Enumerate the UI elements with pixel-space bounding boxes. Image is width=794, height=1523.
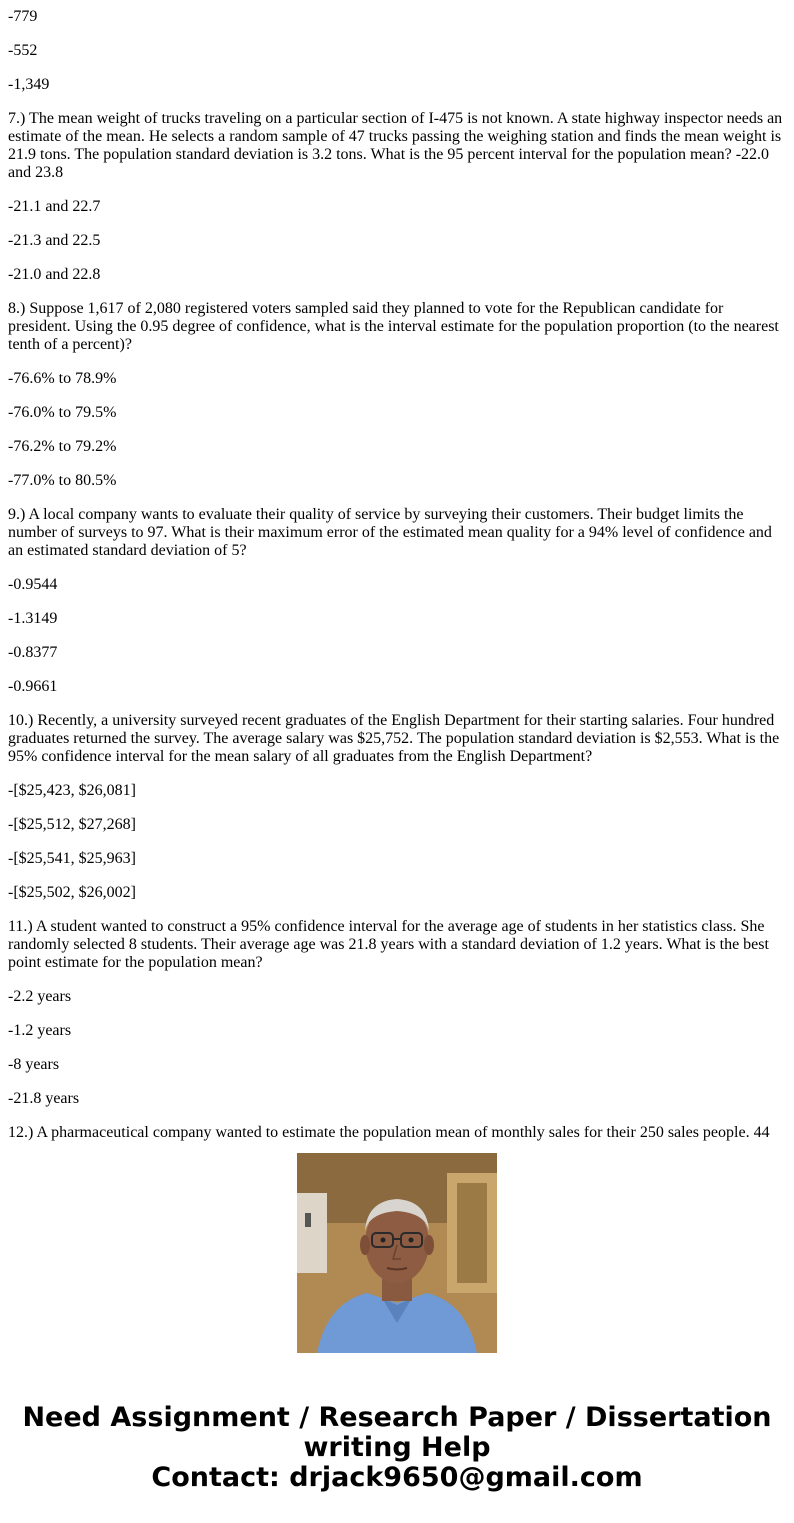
answer-option: -0.9544 bbox=[8, 576, 58, 593]
answer-option: -2.2 years bbox=[8, 988, 72, 1005]
person-photo-icon bbox=[297, 1153, 497, 1353]
question-text: 9.) A local company wants to evaluate their quality of service by surveying their customers. Their budget limits the number of surveys to 97. What is their maximum error of the estimated mean quality for a 94% level of confidence and an estimated standard deviation of 5? bbox=[8, 506, 772, 559]
answer-option: -[$25,512, $27,268] bbox=[8, 816, 136, 833]
answer-option: -21.1 and 22.7 bbox=[8, 198, 101, 215]
answer-option: -1.3149 bbox=[8, 610, 58, 627]
question-text: 7.) The mean weight of trucks traveling on a particular section of I-475 is not known. A state highway inspector needs an estimate of the mean. He selects a random sample of 47 trucks passing the weighing station and finds the mean weight is 21.9 tons. The population standard deviation is 3.2 tons. What is the 95 percent interval for the population mean? -22.0 and 23.8 bbox=[8, 110, 783, 181]
promo-footer bbox=[0, 1123, 794, 1523]
question-text: 12.) A pharmaceutical company wanted to estimate the population mean of monthly sales for their 250 sales people. 44 bbox=[8, 1124, 770, 1141]
answer-option: -1.2 years bbox=[8, 1022, 72, 1039]
answer-option: -[$25,423, $26,081] bbox=[8, 782, 136, 799]
cta-line-1: Need Assignment / Research Paper / Dissertation bbox=[22, 1402, 772, 1433]
answer-option: -1,349 bbox=[8, 76, 50, 93]
answer-option: -552 bbox=[8, 42, 38, 59]
answer-option: -21.8 years bbox=[8, 1090, 80, 1107]
answer-option: -77.0% to 80.5% bbox=[8, 472, 117, 489]
answer-option: -8 years bbox=[8, 1056, 60, 1073]
cta-line-2: writing Help bbox=[303, 1432, 491, 1463]
answer-option: -76.6% to 78.9% bbox=[8, 370, 117, 387]
question-text: 10.) Recently, a university surveyed recent graduates of the English Department for their starting salaries. Four hundred graduates returned the survey. The average salary was $25,752. The population standard deviation is $2,553. What is the 95% confidence interval for the mean salary of all graduates from the English Department? bbox=[8, 712, 780, 765]
answer-option: -0.8377 bbox=[8, 644, 58, 661]
question-text: 11.) A student wanted to construct a 95% confidence interval for the average age of students in her statistics class. She randomly selected 8 students. Their average age was 21.8 years with a standard deviation of 1.2 years. What is the best point estimate for the population mean? bbox=[8, 918, 769, 971]
document-content bbox=[8, 8, 786, 1142]
answer-option: -0.9661 bbox=[8, 678, 58, 695]
answer-option: -[$25,502, $26,002] bbox=[8, 884, 136, 901]
answer-option: -[$25,541, $25,963] bbox=[8, 850, 136, 867]
answer-option: -76.2% to 79.2% bbox=[8, 438, 117, 455]
question-text: 8.) Suppose 1,617 of 2,080 registered voters sampled said they planned to vote for the Republican candidate for president. Using the 0.95 degree of confidence, what is the interval estimate for the population proportion (to the nearest tenth of a percent)? bbox=[8, 300, 779, 353]
answer-option: -76.0% to 79.5% bbox=[8, 404, 117, 421]
answer-option: -779 bbox=[8, 8, 38, 25]
cta-contact-email: Contact: drjack9650@gmail.com bbox=[151, 1462, 643, 1493]
answer-option: -21.0 and 22.8 bbox=[8, 266, 101, 283]
answer-option: -21.3 and 22.5 bbox=[8, 232, 101, 249]
contact-banner bbox=[0, 1403, 794, 1493]
